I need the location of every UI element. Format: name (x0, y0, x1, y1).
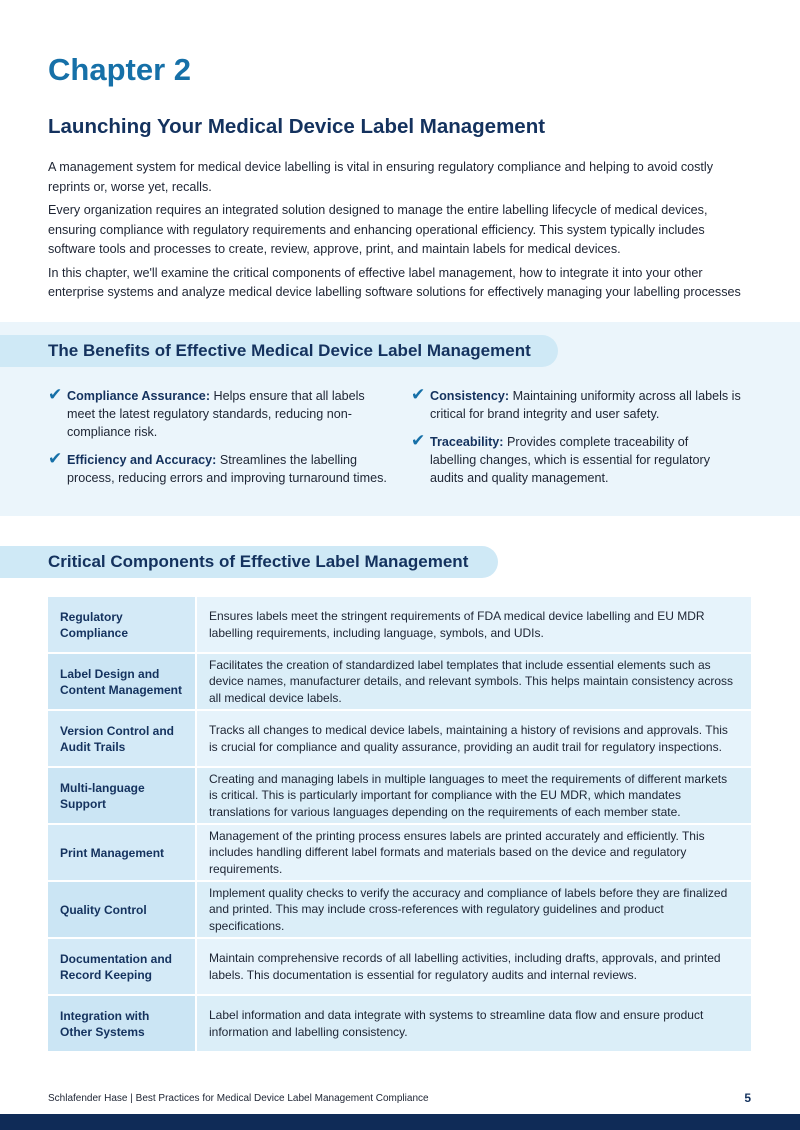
benefits-title: The Benefits of Effective Medical Device Label Management (48, 341, 531, 360)
table-row (48, 939, 751, 994)
component-name: Integration with Other Systems (48, 996, 195, 1051)
component-description: Tracks all changes to medical device labels, maintaining a history of revisions and approvals. This is crucial for compliance and quality assurance, providing an audit trail for regulatory inspections. (197, 711, 751, 766)
check-icon: ✔ (411, 385, 426, 404)
component-description: Implement quality checks to verify the accuracy and compliance of labels before they are finalized and printed. This may include cross-references with regulatory guidelines and product specifications. (197, 882, 751, 937)
component-description: Label information and data integrate with systems to streamline data flow and ensure product information and labelling consistency. (197, 996, 751, 1051)
components-table (48, 597, 751, 1053)
component-name: Regulatory Compliance (48, 597, 195, 652)
component-name: Version Control and Audit Trails (48, 711, 195, 766)
benefit-term: Efficiency and Accuracy: (67, 453, 217, 467)
benefit-text: Streamlines the labelling process, reducing errors and improving turnaround times. (67, 453, 387, 485)
benefit-text: Provides complete traceability of labelling changes, which is essential for regulatory audits and quality management. (430, 435, 711, 485)
intro-paragraph: A management system for medical device labelling is vital in ensuring regulatory compliance and helping to avoid costly reprints or, worse yet, recalls. (48, 160, 714, 194)
components-title: Critical Components of Effective Label Management (48, 552, 469, 571)
table-row (48, 654, 751, 709)
benefit-term: Traceability: (430, 435, 504, 449)
check-icon: ✔ (411, 431, 426, 450)
page-number: 5 (744, 1091, 751, 1105)
page-title: Launching Your Medical Device Label Management (48, 115, 546, 138)
check-icon: ✔ (48, 449, 63, 468)
table-row (48, 768, 751, 823)
component-name: Label Design and Content Management (48, 654, 195, 709)
benefit-item (48, 451, 397, 487)
component-name: Multi-language Support (48, 768, 195, 823)
component-description: Facilitates the creation of standardized label templates that include essential elements such as device names, manufacturer details, and relevant symbols. This helps maintain consistency across all medical device labels. (197, 654, 751, 709)
intro-text (48, 158, 748, 307)
table-row (48, 996, 751, 1051)
component-description: Creating and managing labels in multiple languages to meet the requirements of different markets is critical. This is particularly important for compliance with the EU MDR, which mandates translations for various languages depending on the requirements of each member state. (197, 768, 751, 823)
component-description: Management of the printing process ensures labels are printed accurately and efficiently. This includes handling different label formats and materials based on the device and regulatory requirements. (197, 825, 751, 880)
component-description: Ensures labels meet the stringent requirements of FDA medical device labelling and EU MDR labelling requirements, including language, symbols, and UDIs. (197, 597, 751, 652)
benefit-text: Helps ensure that all labels meet the latest regulatory standards, reducing non-compliance risk. (67, 389, 365, 439)
intro-paragraph: In this chapter, we'll examine the critical components of effective label management, how to integrate it into your other enterprise systems and analyze medical device labelling software solutions for effectively managing your labelling processes (48, 265, 741, 299)
component-name: Documentation and Record Keeping (48, 939, 195, 994)
intro-paragraph: Every organization requires an integrated solution designed to manage the entire labelling lifecycle of medical devices, ensuring compliance with regulatory requirements and enhancing operational efficiency. This system typically includes software tools and processes to create, review, approve, print, and maintain labels for medical devices. (48, 203, 708, 256)
footer-bar (0, 1114, 800, 1130)
component-name: Print Management (48, 825, 195, 880)
benefit-item (411, 433, 730, 487)
footer-text: Schlafender Hase | Best Practices for Medical Device Label Management Compliance (48, 1093, 429, 1104)
table-row (48, 825, 751, 880)
benefit-item (411, 387, 750, 423)
benefit-item (48, 387, 392, 441)
chapter-heading: Chapter 2 (48, 52, 191, 87)
component-description: Maintain comprehensive records of all labelling activities, including drafts, approvals, and printed labels. This documentation is essential for regulatory audits and internal reviews. (197, 939, 751, 994)
benefit-text: Maintaining uniformity across all labels is critical for brand integrity and user safety. (430, 389, 741, 421)
check-icon: ✔ (48, 385, 63, 404)
benefit-term: Compliance Assurance: (67, 389, 211, 403)
component-name: Quality Control (48, 882, 195, 937)
benefit-term: Consistency: (430, 389, 510, 403)
table-row (48, 882, 751, 937)
table-row (48, 711, 751, 766)
table-row (48, 597, 751, 652)
